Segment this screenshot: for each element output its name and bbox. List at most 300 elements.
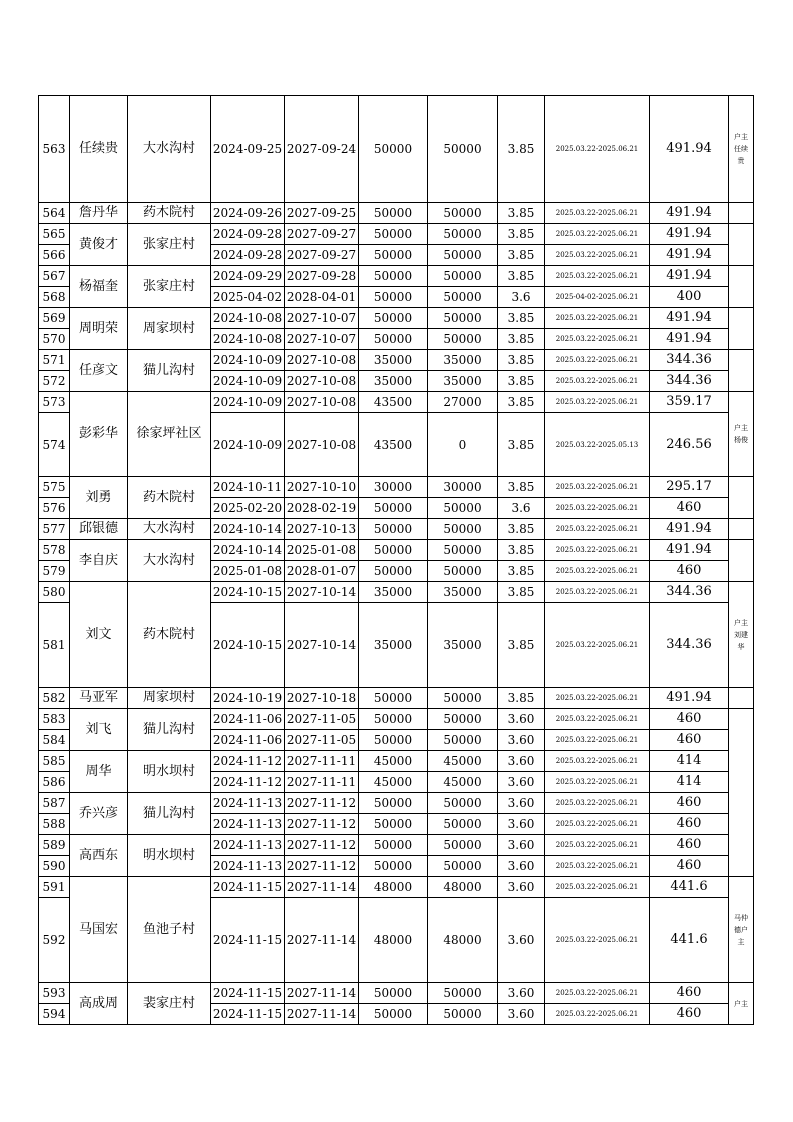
loan-start-date-cell: 2024-11-13 xyxy=(211,793,285,814)
loan-start-date-cell: 2024-11-13 xyxy=(211,835,285,856)
row-number-cell: 583 xyxy=(39,709,70,730)
loan-end-date-cell: 2027-10-08 xyxy=(285,350,359,371)
loan-end-date-cell: 2027-10-07 xyxy=(285,329,359,350)
loan-start-date-cell: 2024-10-09 xyxy=(211,413,285,477)
subsidy-amount-cell: 460 xyxy=(650,498,729,519)
interest-rate-cell: 3.85 xyxy=(498,582,545,603)
borrower-name-cell: 詹丹华 xyxy=(70,203,128,224)
loan-end-date-cell: 2027-09-25 xyxy=(285,203,359,224)
loan-end-date-cell: 2027-10-14 xyxy=(285,603,359,688)
borrower-name-cell: 刘飞 xyxy=(70,709,128,751)
interest-rate-cell: 3.85 xyxy=(498,308,545,329)
subsidy-amount-cell: 491.94 xyxy=(650,308,729,329)
loan-amount-cell: 50000 xyxy=(359,983,428,1004)
interest-period-cell: 2025.03.22-2025.06.21 xyxy=(545,793,650,814)
table-row xyxy=(39,308,754,329)
remark-cell xyxy=(729,224,754,266)
row-number-cell: 573 xyxy=(39,392,70,413)
remark-cell xyxy=(729,266,754,308)
loan-end-date-cell: 2027-11-05 xyxy=(285,730,359,751)
interest-rate-cell: 3.85 xyxy=(498,350,545,371)
loan-end-date-cell: 2027-09-27 xyxy=(285,245,359,266)
interest-rate-cell: 3.85 xyxy=(498,519,545,540)
row-number-cell: 568 xyxy=(39,287,70,308)
interest-rate-cell: 3.85 xyxy=(498,540,545,561)
loan-start-date-cell: 2024-10-09 xyxy=(211,371,285,392)
loan-end-date-cell: 2027-10-13 xyxy=(285,519,359,540)
borrower-name-cell: 黄俊才 xyxy=(70,224,128,266)
loan-amount-cell: 35000 xyxy=(359,603,428,688)
subsidy-amount-cell: 491.94 xyxy=(650,266,729,287)
row-number-cell: 588 xyxy=(39,814,70,835)
subsidy-amount-cell: 491.94 xyxy=(650,224,729,245)
remark-cell xyxy=(729,688,754,709)
village-cell: 猫儿沟村 xyxy=(128,793,211,835)
table-row xyxy=(39,477,754,498)
interest-period-cell: 2025.03.22-2025.06.21 xyxy=(545,96,650,203)
loan-end-date-cell: 2027-10-14 xyxy=(285,582,359,603)
row-number-cell: 586 xyxy=(39,772,70,793)
interest-period-cell: 2025.03.22-2025.06.21 xyxy=(545,582,650,603)
loan-end-date-cell: 2027-09-24 xyxy=(285,96,359,203)
row-number-cell: 571 xyxy=(39,350,70,371)
loan-balance-cell: 50000 xyxy=(428,1004,498,1025)
loan-end-date-cell: 2027-11-11 xyxy=(285,751,359,772)
remark-cell xyxy=(729,203,754,224)
loan-start-date-cell: 2024-11-12 xyxy=(211,772,285,793)
loan-end-date-cell: 2027-10-07 xyxy=(285,308,359,329)
loan-balance-cell: 48000 xyxy=(428,898,498,983)
loan-balance-cell: 30000 xyxy=(428,477,498,498)
interest-period-cell: 2025.03.22-2025.06.21 xyxy=(545,203,650,224)
interest-rate-cell: 3.60 xyxy=(498,772,545,793)
subsidy-amount-cell: 359.17 xyxy=(650,392,729,413)
loan-start-date-cell: 2024-09-28 xyxy=(211,224,285,245)
loan-balance-cell: 50000 xyxy=(428,498,498,519)
loan-end-date-cell: 2027-11-05 xyxy=(285,709,359,730)
row-number-cell: 566 xyxy=(39,245,70,266)
interest-period-cell: 2025.03.22-2025.06.21 xyxy=(545,266,650,287)
loan-start-date-cell: 2024-09-28 xyxy=(211,245,285,266)
subsidy-amount-cell: 491.94 xyxy=(650,688,729,709)
table-row xyxy=(39,519,754,540)
interest-period-cell: 2025.03.22-2025.06.21 xyxy=(545,224,650,245)
loan-end-date-cell: 2027-11-12 xyxy=(285,793,359,814)
table-row xyxy=(39,793,754,814)
loan-balance-cell: 50000 xyxy=(428,835,498,856)
loan-balance-cell: 0 xyxy=(428,413,498,477)
loan-start-date-cell: 2024-11-15 xyxy=(211,898,285,983)
loan-end-date-cell: 2027-10-08 xyxy=(285,392,359,413)
interest-period-cell: 2025.03.22-2025.06.21 xyxy=(545,730,650,751)
loan-start-date-cell: 2024-11-15 xyxy=(211,983,285,1004)
loan-amount-cell: 45000 xyxy=(359,772,428,793)
loan-amount-cell: 50000 xyxy=(359,835,428,856)
loan-end-date-cell: 2028-01-07 xyxy=(285,561,359,582)
table-row xyxy=(39,877,754,898)
loan-amount-cell: 50000 xyxy=(359,709,428,730)
loan-end-date-cell: 2028-04-01 xyxy=(285,287,359,308)
loan-start-date-cell: 2024-09-25 xyxy=(211,96,285,203)
loan-amount-cell: 50000 xyxy=(359,561,428,582)
table-row xyxy=(39,96,754,203)
loan-start-date-cell: 2024-10-11 xyxy=(211,477,285,498)
subsidy-amount-cell: 344.36 xyxy=(650,371,729,392)
loan-balance-cell: 50000 xyxy=(428,519,498,540)
row-number-cell: 587 xyxy=(39,793,70,814)
interest-period-cell: 2025-04-02-2025.06.21 xyxy=(545,287,650,308)
loan-end-date-cell: 2027-11-11 xyxy=(285,772,359,793)
loan-amount-cell: 50000 xyxy=(359,793,428,814)
interest-period-cell: 2025.03.22-2025.06.21 xyxy=(545,603,650,688)
borrower-name-cell: 马国宏 xyxy=(70,877,128,983)
interest-period-cell: 2025.03.22-2025.06.21 xyxy=(545,498,650,519)
remark-cell xyxy=(729,709,754,877)
loan-start-date-cell: 2024-09-29 xyxy=(211,266,285,287)
loan-start-date-cell: 2024-11-12 xyxy=(211,751,285,772)
loan-balance-cell: 50000 xyxy=(428,793,498,814)
table-row xyxy=(39,540,754,561)
row-number-cell: 589 xyxy=(39,835,70,856)
loan-amount-cell: 35000 xyxy=(359,582,428,603)
loan-amount-cell: 50000 xyxy=(359,730,428,751)
loan-amount-cell: 50000 xyxy=(359,245,428,266)
loan-amount-cell: 50000 xyxy=(359,96,428,203)
loan-amount-cell: 50000 xyxy=(359,856,428,877)
loan-start-date-cell: 2024-11-13 xyxy=(211,856,285,877)
loan-end-date-cell: 2027-09-28 xyxy=(285,266,359,287)
loan-amount-cell: 50000 xyxy=(359,308,428,329)
interest-rate-cell: 3.85 xyxy=(498,561,545,582)
loan-end-date-cell: 2027-11-12 xyxy=(285,814,359,835)
borrower-name-cell: 周明荣 xyxy=(70,308,128,350)
row-number-cell: 577 xyxy=(39,519,70,540)
loan-balance-cell: 50000 xyxy=(428,730,498,751)
loan-amount-cell: 35000 xyxy=(359,350,428,371)
row-number-cell: 564 xyxy=(39,203,70,224)
loan-start-date-cell: 2024-10-15 xyxy=(211,582,285,603)
remark-cell xyxy=(729,350,754,392)
village-cell: 药木院村 xyxy=(128,477,211,519)
row-number-cell: 582 xyxy=(39,688,70,709)
interest-rate-cell: 3.60 xyxy=(498,1004,545,1025)
interest-period-cell: 2025.03.22-2025.06.21 xyxy=(545,308,650,329)
loan-start-date-cell: 2025-04-02 xyxy=(211,287,285,308)
subsidy-amount-cell: 491.94 xyxy=(650,540,729,561)
interest-rate-cell: 3.6 xyxy=(498,287,545,308)
interest-period-cell: 2025.03.22-2025.06.21 xyxy=(545,371,650,392)
borrower-name-cell: 任彦文 xyxy=(70,350,128,392)
loan-balance-cell: 50000 xyxy=(428,540,498,561)
interest-period-cell: 2025.03.22-2025.06.21 xyxy=(545,983,650,1004)
interest-rate-cell: 3.60 xyxy=(498,856,545,877)
interest-rate-cell: 3.60 xyxy=(498,709,545,730)
subsidy-amount-cell: 414 xyxy=(650,751,729,772)
subsidy-amount-cell: 460 xyxy=(650,730,729,751)
row-number-cell: 593 xyxy=(39,983,70,1004)
loan-end-date-cell: 2027-11-12 xyxy=(285,835,359,856)
loan-start-date-cell: 2024-11-15 xyxy=(211,1004,285,1025)
loan-amount-cell: 50000 xyxy=(359,203,428,224)
interest-rate-cell: 3.85 xyxy=(498,371,545,392)
row-number-cell: 580 xyxy=(39,582,70,603)
row-number-cell: 592 xyxy=(39,898,70,983)
interest-period-cell: 2025.03.22-2025.06.21 xyxy=(545,540,650,561)
borrower-name-cell: 彭彩华 xyxy=(70,392,128,477)
interest-period-cell: 2025.03.22-2025.06.21 xyxy=(545,519,650,540)
subsidy-amount-cell: 400 xyxy=(650,287,729,308)
subsidy-amount-cell: 491.94 xyxy=(650,96,729,203)
loan-balance-cell: 50000 xyxy=(428,856,498,877)
subsidy-amount-cell: 460 xyxy=(650,1004,729,1025)
interest-period-cell: 2025.03.22-2025.06.21 xyxy=(545,350,650,371)
subsidy-amount-cell: 414 xyxy=(650,772,729,793)
remark-cell: 户主刘建华 xyxy=(729,582,754,688)
remark-cell xyxy=(729,308,754,350)
borrower-name-cell: 邱银德 xyxy=(70,519,128,540)
interest-rate-cell: 3.85 xyxy=(498,413,545,477)
row-number-cell: 576 xyxy=(39,498,70,519)
row-number-cell: 590 xyxy=(39,856,70,877)
row-number-cell: 584 xyxy=(39,730,70,751)
loan-start-date-cell: 2024-10-08 xyxy=(211,329,285,350)
loan-amount-cell: 50000 xyxy=(359,266,428,287)
loan-end-date-cell: 2027-10-08 xyxy=(285,371,359,392)
subsidy-amount-cell: 246.56 xyxy=(650,413,729,477)
interest-period-cell: 2025.03.22-2025.06.21 xyxy=(545,477,650,498)
loan-amount-cell: 48000 xyxy=(359,898,428,983)
subsidy-amount-cell: 344.36 xyxy=(650,350,729,371)
village-cell: 大水沟村 xyxy=(128,519,211,540)
subsidy-amount-cell: 460 xyxy=(650,856,729,877)
borrower-name-cell: 周华 xyxy=(70,751,128,793)
interest-period-cell: 2025.03.22-2025.06.21 xyxy=(545,814,650,835)
table-row xyxy=(39,709,754,730)
village-cell: 猫儿沟村 xyxy=(128,709,211,751)
village-cell: 药木院村 xyxy=(128,582,211,688)
borrower-name-cell: 刘勇 xyxy=(70,477,128,519)
loan-end-date-cell: 2027-11-14 xyxy=(285,898,359,983)
interest-period-cell: 2025.03.22-2025.06.21 xyxy=(545,329,650,350)
table-row xyxy=(39,751,754,772)
subsidy-amount-cell: 491.94 xyxy=(650,519,729,540)
loan-amount-cell: 50000 xyxy=(359,287,428,308)
interest-rate-cell: 3.85 xyxy=(498,224,545,245)
interest-rate-cell: 3.60 xyxy=(498,983,545,1004)
interest-rate-cell: 3.85 xyxy=(498,96,545,203)
row-number-cell: 585 xyxy=(39,751,70,772)
remark-cell xyxy=(729,519,754,540)
interest-period-cell: 2025.03.22-2025.06.21 xyxy=(545,772,650,793)
loan-start-date-cell: 2024-10-19 xyxy=(211,688,285,709)
interest-period-cell: 2025.03.22-2025.06.21 xyxy=(545,751,650,772)
interest-rate-cell: 3.60 xyxy=(498,751,545,772)
loan-balance-cell: 27000 xyxy=(428,392,498,413)
table-row xyxy=(39,203,754,224)
remark-cell: 户主杨俊 xyxy=(729,392,754,477)
loan-balance-cell: 45000 xyxy=(428,751,498,772)
borrower-name-cell: 杨福奎 xyxy=(70,266,128,308)
loan-end-date-cell: 2027-11-14 xyxy=(285,983,359,1004)
loan-amount-cell: 50000 xyxy=(359,498,428,519)
subsidy-amount-cell: 460 xyxy=(650,835,729,856)
row-number-cell: 581 xyxy=(39,603,70,688)
subsidy-amount-cell: 491.94 xyxy=(650,245,729,266)
village-cell: 药木院村 xyxy=(128,203,211,224)
row-number-cell: 567 xyxy=(39,266,70,287)
loan-start-date-cell: 2024-10-14 xyxy=(211,540,285,561)
remark-cell: 马仲德户主 xyxy=(729,877,754,983)
loan-balance-cell: 50000 xyxy=(428,709,498,730)
table-row xyxy=(39,350,754,371)
subsidy-amount-cell: 460 xyxy=(650,983,729,1004)
interest-rate-cell: 3.60 xyxy=(498,730,545,751)
row-number-cell: 565 xyxy=(39,224,70,245)
subsidy-amount-cell: 491.94 xyxy=(650,203,729,224)
borrower-name-cell: 刘文 xyxy=(70,582,128,688)
loan-amount-cell: 50000 xyxy=(359,224,428,245)
village-cell: 明水坝村 xyxy=(128,751,211,793)
borrower-name-cell: 马亚军 xyxy=(70,688,128,709)
table-row xyxy=(39,983,754,1004)
loan-amount-cell: 45000 xyxy=(359,751,428,772)
subsidy-amount-cell: 460 xyxy=(650,793,729,814)
interest-period-cell: 2025.03.22-2025.06.21 xyxy=(545,245,650,266)
subsidy-amount-cell: 441.6 xyxy=(650,898,729,983)
row-number-cell: 563 xyxy=(39,96,70,203)
loan-balance-cell: 35000 xyxy=(428,371,498,392)
village-cell: 周家坝村 xyxy=(128,688,211,709)
interest-rate-cell: 3.60 xyxy=(498,814,545,835)
loan-amount-cell: 50000 xyxy=(359,540,428,561)
loan-balance-cell: 50000 xyxy=(428,561,498,582)
loan-end-date-cell: 2028-02-19 xyxy=(285,498,359,519)
remark-cell xyxy=(729,540,754,582)
interest-rate-cell: 3.60 xyxy=(498,877,545,898)
interest-rate-cell: 3.60 xyxy=(498,835,545,856)
loan-balance-cell: 35000 xyxy=(428,582,498,603)
loan-balance-cell: 35000 xyxy=(428,603,498,688)
loan-start-date-cell: 2024-09-26 xyxy=(211,203,285,224)
row-number-cell: 574 xyxy=(39,413,70,477)
interest-rate-cell: 3.60 xyxy=(498,793,545,814)
row-number-cell: 569 xyxy=(39,308,70,329)
loan-amount-cell: 50000 xyxy=(359,814,428,835)
table-row xyxy=(39,224,754,245)
remark-cell xyxy=(729,477,754,519)
loan-start-date-cell: 2024-10-09 xyxy=(211,392,285,413)
interest-rate-cell: 3.85 xyxy=(498,245,545,266)
loan-start-date-cell: 2024-11-06 xyxy=(211,709,285,730)
loan-balance-cell: 45000 xyxy=(428,772,498,793)
loan-balance-cell: 50000 xyxy=(428,266,498,287)
loan-amount-cell: 30000 xyxy=(359,477,428,498)
borrower-name-cell: 高西东 xyxy=(70,835,128,877)
subsidy-amount-cell: 295.17 xyxy=(650,477,729,498)
loan-amount-cell: 50000 xyxy=(359,1004,428,1025)
interest-period-cell: 2025.03.22-2025.06.21 xyxy=(545,688,650,709)
interest-rate-cell: 3.85 xyxy=(498,392,545,413)
interest-period-cell: 2025.03.22-2025.06.21 xyxy=(545,898,650,983)
subsidy-amount-cell: 460 xyxy=(650,561,729,582)
interest-rate-cell: 3.85 xyxy=(498,477,545,498)
table-row xyxy=(39,266,754,287)
loan-start-date-cell: 2024-10-15 xyxy=(211,603,285,688)
remark-cell: 户主任续贵 xyxy=(729,96,754,203)
borrower-name-cell: 乔兴彦 xyxy=(70,793,128,835)
village-cell: 猫儿沟村 xyxy=(128,350,211,392)
loan-end-date-cell: 2027-11-12 xyxy=(285,856,359,877)
loan-balance-cell: 50000 xyxy=(428,245,498,266)
table-row xyxy=(39,688,754,709)
loan-start-date-cell: 2024-10-08 xyxy=(211,308,285,329)
village-cell: 大水沟村 xyxy=(128,540,211,582)
borrower-name-cell: 李自庆 xyxy=(70,540,128,582)
loan-amount-cell: 43500 xyxy=(359,392,428,413)
interest-rate-cell: 3.85 xyxy=(498,266,545,287)
loan-balance-cell: 35000 xyxy=(428,350,498,371)
loan-balance-cell: 50000 xyxy=(428,308,498,329)
loan-start-date-cell: 2025-02-20 xyxy=(211,498,285,519)
loan-start-date-cell: 2025-01-08 xyxy=(211,561,285,582)
remark-cell: 户主 xyxy=(729,983,754,1025)
loan-balance-cell: 50000 xyxy=(428,688,498,709)
village-cell: 鱼池子村 xyxy=(128,877,211,983)
loan-start-date-cell: 2024-10-09 xyxy=(211,350,285,371)
loan-balance-cell: 50000 xyxy=(428,287,498,308)
loan-amount-cell: 35000 xyxy=(359,371,428,392)
interest-period-cell: 2025.03.22-2025.06.21 xyxy=(545,1004,650,1025)
interest-rate-cell: 3.85 xyxy=(498,203,545,224)
loan-balance-cell: 50000 xyxy=(428,96,498,203)
loan-balance-cell: 50000 xyxy=(428,224,498,245)
table-row xyxy=(39,392,754,413)
interest-rate-cell: 3.85 xyxy=(498,603,545,688)
loan-start-date-cell: 2024-11-15 xyxy=(211,877,285,898)
interest-period-cell: 2025.03.22-2025.06.21 xyxy=(545,835,650,856)
row-number-cell: 591 xyxy=(39,877,70,898)
loan-start-date-cell: 2024-10-14 xyxy=(211,519,285,540)
loan-amount-cell: 50000 xyxy=(359,519,428,540)
interest-period-cell: 2025.03.22-2025.06.21 xyxy=(545,856,650,877)
interest-period-cell: 2025.03.22-2025.06.21 xyxy=(545,709,650,730)
interest-period-cell: 2025.03.22-2025.06.21 xyxy=(545,392,650,413)
loan-start-date-cell: 2024-11-06 xyxy=(211,730,285,751)
loan-interest-table xyxy=(38,95,754,1025)
loan-balance-cell: 50000 xyxy=(428,203,498,224)
loan-end-date-cell: 2027-10-08 xyxy=(285,413,359,477)
interest-period-cell: 2025.03.22-2025.06.21 xyxy=(545,561,650,582)
row-number-cell: 594 xyxy=(39,1004,70,1025)
village-cell: 明水坝村 xyxy=(128,835,211,877)
borrower-name-cell: 高成周 xyxy=(70,983,128,1025)
village-cell: 大水沟村 xyxy=(128,96,211,203)
table-body xyxy=(39,96,754,1025)
loan-balance-cell: 50000 xyxy=(428,983,498,1004)
subsidy-amount-cell: 460 xyxy=(650,709,729,730)
subsidy-amount-cell: 491.94 xyxy=(650,329,729,350)
borrower-name-cell: 任续贵 xyxy=(70,96,128,203)
subsidy-amount-cell: 344.36 xyxy=(650,603,729,688)
subsidy-amount-cell: 344.36 xyxy=(650,582,729,603)
village-cell: 裴家庄村 xyxy=(128,983,211,1025)
loan-balance-cell: 50000 xyxy=(428,814,498,835)
interest-rate-cell: 3.60 xyxy=(498,898,545,983)
village-cell: 徐家坪社区 xyxy=(128,392,211,477)
loan-amount-cell: 48000 xyxy=(359,877,428,898)
interest-rate-cell: 3.6 xyxy=(498,498,545,519)
interest-rate-cell: 3.85 xyxy=(498,329,545,350)
